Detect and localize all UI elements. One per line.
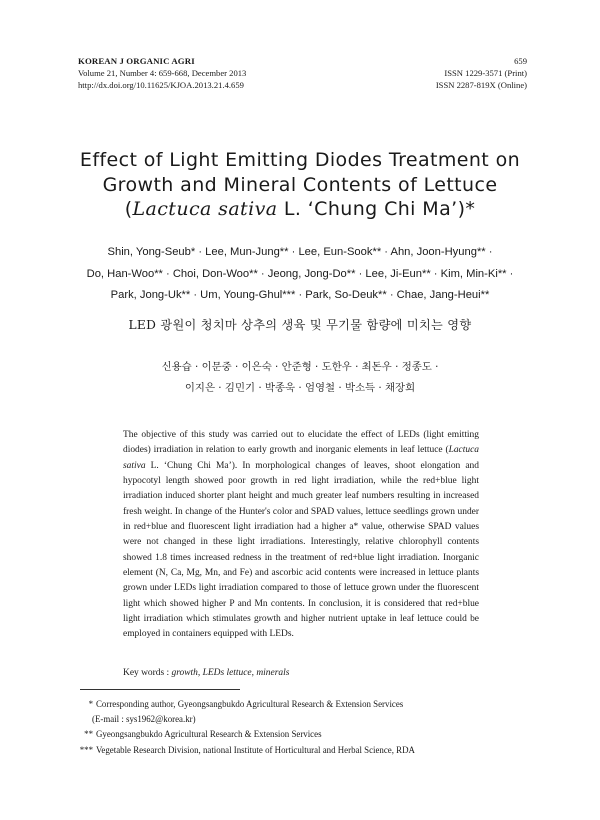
footnote-text: Gyeongsangbukdo Agricultural Research & Extension Services: [96, 729, 322, 740]
title-cultivar: L. ‘Chung Chi Ma’): [277, 198, 466, 220]
footnote-mark: ***: [79, 744, 93, 755]
author-line-1: Shin, Yong-Seub* · Lee, Mun-Jung** · Lee, Eun-Sook** · Ahn, Joon-Hyung** ·: [107, 246, 493, 258]
author-list: [40, 242, 560, 307]
abstract: [123, 428, 479, 643]
volume-info: Volume 21, Number 4: 659-668, December 2013: [78, 68, 247, 78]
doi-link[interactable]: http://dx.doi.org/10.11625/KJOA.2013.21.4.659: [78, 80, 244, 90]
korean-author-list: [40, 357, 560, 399]
title-paren: (: [124, 198, 133, 220]
title-line-1: Effect of Light Emitting Diodes Treatment on: [79, 149, 521, 171]
author-line-3: Park, Jong-Uk** · Um, Young-Ghul*** · Park, So-Deuk** · Chae, Jang-Heui**: [110, 289, 490, 301]
author-line-2: Do, Han-Woo** · Choi, Don-Woo** · Jeong, Jong-Do** · Lee, Ji-Eun** · Kim, Min-Ki** ·: [86, 267, 514, 280]
korean-author-line-1: 신용습 · 이문중 · 이은숙 · 안준형 · 도한우 · 최돈우 · 정종도 ·: [161, 361, 439, 373]
footnote-divider: [80, 689, 240, 690]
journal-name: KOREAN J ORGANIC AGRI: [78, 56, 195, 66]
issn-online: ISSN 2287-819X (Online): [435, 80, 527, 90]
issn-print: ISSN 1229-3571 (Print): [444, 68, 527, 78]
journal-header-left: [78, 55, 246, 91]
footnote-text: Corresponding author, Gyeongsangbukdo Agricultural Research & Extension Services: [96, 699, 404, 709]
footnote-affiliation-1: [78, 727, 548, 742]
footnote-text: Vegetable Research Division, national Institute of Horticultural and Herbal Science, RDA: [96, 744, 415, 755]
keywords: [123, 667, 479, 680]
abstract-species: Lactuca sativa: [123, 445, 479, 471]
keywords-label: Key words :: [123, 668, 172, 678]
title-footnote-mark: *: [465, 198, 476, 220]
title-line-3: [40, 197, 560, 222]
journal-header-right: [436, 55, 527, 91]
footnote-mark: *: [88, 699, 93, 709]
keywords-terms: growth, LEDs lettuce, minerals: [171, 668, 290, 678]
paper-title: [40, 148, 560, 222]
korean-title: LED 광원이 청치마 상추의 생육 및 무기물 함량에 미치는 영향: [128, 318, 472, 332]
abstract-part-2: L. ‘Chung Chi Ma’). In morphological changes of leaves, shoot elongation and hypocotyl length showed poor growth in red light irradiation, while the red+blue light irradiation induced shorter plant height and much greater leaf numbers resulting in increased fresh weight. In change of the Hunter's color and SPAD values, lettuce seedlings grown under in red+blue and fluorescent light irradiation had a higher a* value, otherwise SPAD values were not changed in these light irradiations. Interestingly, relative chlorophyll contents showed 1.8 times increased redness in the treatment of red+blue light irradiation. Inorganic element (N, Ca, Mg, Mn, and Fe) and ascorbic acid contents were increased in lettuce plants grown under LEDs light irradiation compared to those of lettuce grown under the fluorescent light which showed higher P and Mn contents. In conclusion, it is considered that red+blue light irradiation which stimulates growth and higher nutrient uptake in leaf lettuce could be employed in containers equipped with LEDs.: [123, 460, 479, 640]
korean-author-line-2: 이지은 · 김민기 · 박종욱 · 엄영철 · 박소득 · 채장희: [184, 382, 416, 394]
page-number: 659: [514, 56, 527, 66]
footnote-affiliation-2: [78, 743, 548, 758]
abstract-part-1: The objective of this study was carried out to elucidate the effect of LEDs (light emitting diodes) irradiation in relation to early growth and inorganic elements in leaf lettuce (: [123, 430, 479, 456]
footnotes: [78, 697, 548, 758]
title-species: Lactuca sativa: [132, 198, 278, 220]
footnote-corresponding: [78, 697, 548, 712]
footnote-mark: **: [84, 729, 93, 740]
title-line-2: Growth and Mineral Contents of Lettuce: [102, 173, 498, 196]
footnote-email[interactable]: (E-mail : sys1962@korea.kr): [92, 714, 196, 725]
